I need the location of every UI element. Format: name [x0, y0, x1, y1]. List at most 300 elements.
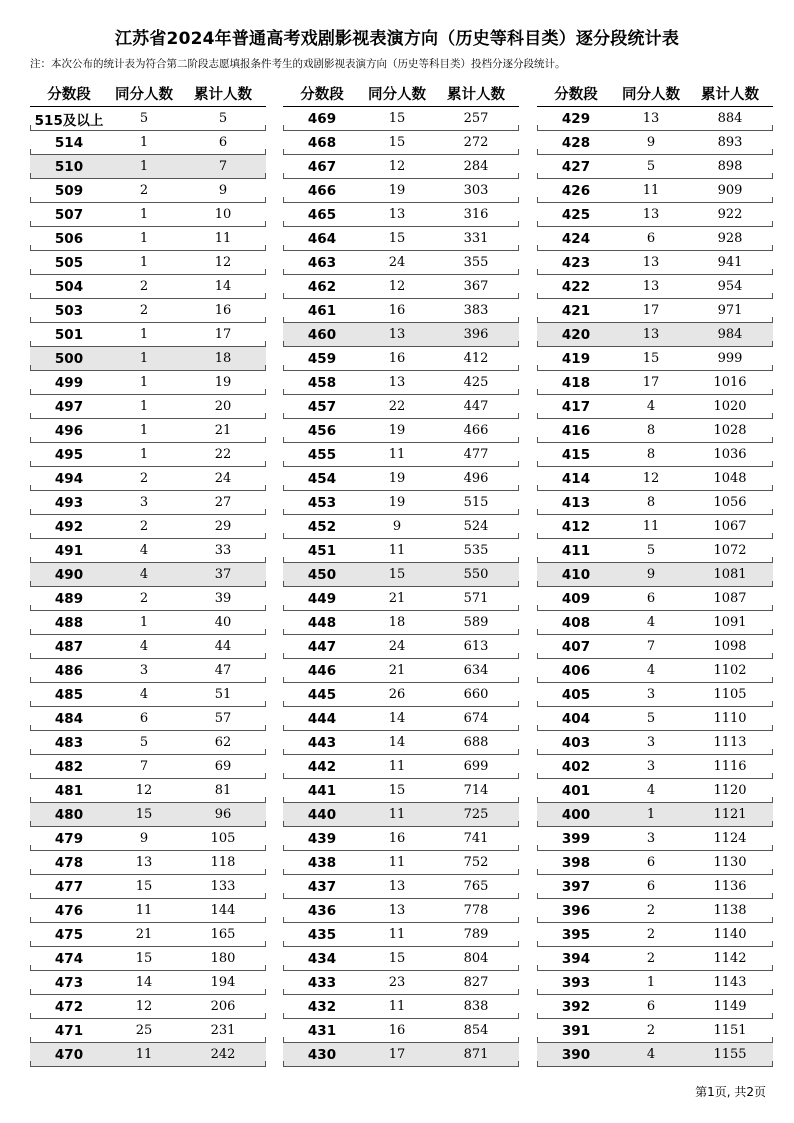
cell-cumulative: 231 [210, 1023, 236, 1038]
table-row [30, 107, 266, 131]
cell-score: 430 [307, 1046, 337, 1063]
cell-same-count: 13 [642, 279, 660, 294]
cell-cumulative: 118 [210, 855, 236, 870]
table-row [30, 515, 266, 539]
cell-same-count: 1 [139, 207, 149, 222]
cell-score: 448 [307, 614, 337, 631]
cell-score: 393 [561, 974, 591, 991]
cell-cumulative: 1113 [713, 735, 747, 750]
cell-score: 463 [307, 254, 337, 271]
table-row [30, 299, 266, 323]
cell-cumulative: 17 [214, 327, 232, 342]
table-row [537, 179, 773, 203]
cell-same-count: 17 [642, 303, 660, 318]
cell-cumulative: 827 [463, 975, 489, 990]
cell-same-count: 6 [646, 591, 656, 606]
cell-cumulative: 1138 [713, 903, 747, 918]
table-row [30, 275, 266, 299]
cell-same-count: 6 [646, 999, 656, 1014]
cell-same-count: 12 [135, 783, 153, 798]
cell-score: 476 [54, 902, 84, 919]
cell-cumulative: 44 [214, 639, 232, 654]
cell-cumulative: 27 [214, 495, 232, 510]
cell-same-count: 5 [139, 735, 149, 750]
cell-score: 432 [307, 998, 337, 1015]
table-row [283, 971, 519, 995]
cell-same-count: 11 [388, 855, 406, 870]
cell-cumulative: 838 [463, 999, 489, 1014]
cell-same-count: 4 [646, 663, 656, 678]
cell-score: 489 [54, 590, 84, 607]
cell-cumulative: 383 [463, 303, 489, 318]
cell-same-count: 4 [139, 567, 149, 582]
cell-score: 482 [54, 758, 84, 775]
table-row [30, 779, 266, 803]
table-row [283, 443, 519, 467]
cell-same-count: 21 [388, 663, 406, 678]
cell-same-count: 5 [646, 711, 656, 726]
cell-cumulative: 272 [463, 135, 489, 150]
cell-same-count: 11 [135, 1047, 153, 1062]
cell-same-count: 7 [139, 759, 149, 774]
cell-score: 409 [561, 590, 591, 607]
table-row [30, 899, 266, 923]
cell-same-count: 13 [388, 375, 406, 390]
cell-cumulative: 941 [717, 255, 743, 270]
cell-same-count: 12 [388, 159, 406, 174]
cell-same-count: 9 [646, 135, 656, 150]
cell-score: 480 [54, 806, 84, 823]
cell-score: 394 [561, 950, 591, 967]
cell-same-count: 11 [388, 927, 406, 942]
cell-score: 464 [307, 230, 337, 247]
header-score: 分数段 [300, 86, 344, 103]
table-row [30, 419, 266, 443]
cell-score: 455 [307, 446, 337, 463]
cell-score: 411 [561, 542, 591, 559]
table-row [30, 179, 266, 203]
cell-same-count: 15 [388, 951, 406, 966]
table-row [283, 947, 519, 971]
table-row [30, 203, 266, 227]
table-row [537, 539, 773, 563]
cell-cumulative: 37 [214, 567, 232, 582]
cell-cumulative: 1048 [713, 471, 747, 486]
cell-cumulative: 1072 [713, 543, 747, 558]
cell-score: 444 [307, 710, 337, 727]
cell-same-count: 15 [642, 351, 660, 366]
table-row [283, 1043, 519, 1067]
table-row [283, 563, 519, 587]
cell-score: 399 [561, 830, 591, 847]
cell-score: 400 [561, 806, 591, 823]
table-row [283, 371, 519, 395]
cell-score: 467 [307, 158, 337, 175]
cell-cumulative: 412 [463, 351, 489, 366]
cell-score: 440 [307, 806, 337, 823]
cell-same-count: 2 [139, 303, 149, 318]
cell-score: 403 [561, 734, 591, 751]
table-row [537, 779, 773, 803]
cell-same-count: 17 [388, 1047, 406, 1062]
cell-same-count: 4 [139, 687, 149, 702]
cell-cumulative: 898 [717, 159, 743, 174]
cell-same-count: 1 [139, 327, 149, 342]
cell-cumulative: 40 [214, 615, 232, 630]
table-row [537, 827, 773, 851]
cell-cumulative: 5 [218, 111, 228, 126]
cell-cumulative: 206 [210, 999, 236, 1014]
cell-score: 477 [54, 878, 84, 895]
table-row [283, 731, 519, 755]
cell-cumulative: 284 [463, 159, 489, 174]
cell-cumulative: 1155 [713, 1047, 747, 1062]
cell-cumulative: 62 [214, 735, 232, 750]
cell-cumulative: 355 [463, 255, 489, 270]
table-row [537, 323, 773, 347]
table-row [283, 539, 519, 563]
cell-cumulative: 778 [463, 903, 489, 918]
cell-score: 402 [561, 758, 591, 775]
cell-score: 423 [561, 254, 591, 271]
cell-score: 407 [561, 638, 591, 655]
cell-score: 398 [561, 854, 591, 871]
cell-same-count: 1 [139, 159, 149, 174]
cell-same-count: 19 [388, 183, 406, 198]
cell-score: 487 [54, 638, 84, 655]
page-title: 江苏省2024年普通高考戏剧影视表演方向（历史等科目类）逐分段统计表 [114, 29, 680, 49]
cell-cumulative: 496 [463, 471, 489, 486]
cell-cumulative: 1036 [713, 447, 747, 462]
cell-score: 406 [561, 662, 591, 679]
cell-same-count: 19 [388, 471, 406, 486]
table-row [30, 539, 266, 563]
cell-score: 495 [54, 446, 84, 463]
table-header [283, 80, 519, 107]
table-row [283, 659, 519, 683]
cell-cumulative: 884 [717, 111, 743, 126]
cell-score: 491 [54, 542, 84, 559]
table-row [537, 131, 773, 155]
table-row [537, 299, 773, 323]
table-row [537, 443, 773, 467]
cell-same-count: 8 [646, 447, 656, 462]
cell-same-count: 12 [135, 999, 153, 1014]
cell-cumulative: 1116 [713, 759, 747, 774]
table-row [537, 203, 773, 227]
cell-cumulative: 1151 [713, 1023, 747, 1038]
cell-score: 445 [307, 686, 337, 703]
cell-score: 505 [54, 254, 84, 271]
cell-score: 509 [54, 182, 84, 199]
cell-same-count: 1 [646, 975, 656, 990]
cell-same-count: 6 [646, 231, 656, 246]
cell-same-count: 16 [388, 303, 406, 318]
table-row [283, 851, 519, 875]
cell-cumulative: 1110 [713, 711, 747, 726]
cell-same-count: 16 [388, 831, 406, 846]
cell-cumulative: 789 [463, 927, 489, 942]
cell-score: 453 [307, 494, 337, 511]
cell-cumulative: 57 [214, 711, 232, 726]
cell-same-count: 14 [388, 735, 406, 750]
cell-cumulative: 257 [463, 111, 489, 126]
header-cumulative: 累计人数 [447, 86, 505, 103]
cell-cumulative: 22 [214, 447, 232, 462]
table-row [30, 587, 266, 611]
table-row [537, 395, 773, 419]
cell-score: 391 [561, 1022, 591, 1039]
cell-score: 413 [561, 494, 591, 511]
table-row [283, 995, 519, 1019]
cell-same-count: 13 [388, 207, 406, 222]
cell-cumulative: 634 [463, 663, 489, 678]
table-row [283, 635, 519, 659]
table-row [537, 851, 773, 875]
cell-cumulative: 1087 [713, 591, 747, 606]
cell-score: 396 [561, 902, 591, 919]
cell-same-count: 1 [139, 255, 149, 270]
cell-cumulative: 674 [463, 711, 489, 726]
table-row [283, 155, 519, 179]
cell-cumulative: 1143 [713, 975, 747, 990]
cell-same-count: 1 [139, 135, 149, 150]
cell-same-count: 24 [388, 255, 406, 270]
cell-score: 417 [561, 398, 591, 415]
cell-cumulative: 24 [214, 471, 232, 486]
cell-same-count: 4 [646, 615, 656, 630]
cell-score: 401 [561, 782, 591, 799]
cell-same-count: 5 [139, 111, 149, 126]
cell-score: 422 [561, 278, 591, 295]
table-row [30, 827, 266, 851]
table-row [283, 779, 519, 803]
cell-cumulative: 33 [214, 543, 232, 558]
cell-cumulative: 854 [463, 1023, 489, 1038]
cell-score: 426 [561, 182, 591, 199]
cell-same-count: 1 [139, 447, 149, 462]
table-row [283, 899, 519, 923]
cell-same-count: 13 [135, 855, 153, 870]
cell-score: 437 [307, 878, 337, 895]
cell-same-count: 15 [388, 567, 406, 582]
cell-same-count: 2 [139, 279, 149, 294]
cell-same-count: 21 [388, 591, 406, 606]
table-row [283, 227, 519, 251]
cell-score: 492 [54, 518, 84, 535]
table-row [283, 875, 519, 899]
cell-score: 452 [307, 518, 337, 535]
cell-score: 434 [307, 950, 337, 967]
cell-same-count: 4 [139, 543, 149, 558]
cell-score: 414 [561, 470, 591, 487]
cell-cumulative: 425 [463, 375, 489, 390]
cell-cumulative: 19 [214, 375, 232, 390]
cell-score: 514 [54, 134, 84, 151]
cell-cumulative: 9 [218, 183, 228, 198]
table-row [30, 635, 266, 659]
page-number: 第1页, 共2页 [695, 1085, 766, 1099]
table-row [537, 923, 773, 947]
cell-score: 507 [54, 206, 84, 223]
cell-same-count: 11 [388, 807, 406, 822]
header-same-count: 同分人数 [622, 86, 680, 103]
cell-same-count: 21 [135, 927, 153, 942]
table-row [537, 875, 773, 899]
cell-score: 494 [54, 470, 84, 487]
cell-same-count: 1 [139, 375, 149, 390]
table-row [30, 155, 266, 179]
table-row [537, 1019, 773, 1043]
table-row [283, 251, 519, 275]
cell-score: 501 [54, 326, 84, 343]
cell-same-count: 16 [388, 351, 406, 366]
cell-same-count: 3 [139, 663, 149, 678]
cell-score: 450 [307, 566, 337, 583]
cell-score: 486 [54, 662, 84, 679]
cell-same-count: 16 [388, 1023, 406, 1038]
cell-cumulative: 1020 [713, 399, 747, 414]
cell-cumulative: 928 [717, 231, 743, 246]
cell-cumulative: 752 [463, 855, 489, 870]
cell-same-count: 11 [135, 903, 153, 918]
cell-cumulative: 909 [717, 183, 743, 198]
cell-score: 472 [54, 998, 84, 1015]
cell-cumulative: 1098 [713, 639, 747, 654]
cell-score: 446 [307, 662, 337, 679]
cell-same-count: 13 [642, 207, 660, 222]
cell-same-count: 11 [642, 183, 660, 198]
header-score: 分数段 [47, 86, 91, 103]
cell-same-count: 13 [642, 111, 660, 126]
table-row [30, 227, 266, 251]
header-same-count: 同分人数 [368, 86, 426, 103]
cell-score: 441 [307, 782, 337, 799]
cell-score: 506 [54, 230, 84, 247]
cell-same-count: 3 [646, 831, 656, 846]
cell-score: 500 [54, 350, 84, 367]
cell-same-count: 5 [646, 543, 656, 558]
cell-cumulative: 725 [463, 807, 489, 822]
cell-score: 447 [307, 638, 337, 655]
cell-same-count: 13 [388, 327, 406, 342]
cell-score: 420 [561, 326, 591, 343]
cell-cumulative: 613 [463, 639, 489, 654]
header-cumulative: 累计人数 [701, 86, 759, 103]
cell-score: 416 [561, 422, 591, 439]
cell-score: 427 [561, 158, 591, 175]
table-row [283, 683, 519, 707]
table-row [283, 347, 519, 371]
table-row [537, 467, 773, 491]
cell-cumulative: 971 [717, 303, 743, 318]
cell-score: 469 [307, 110, 337, 127]
cell-cumulative: 765 [463, 879, 489, 894]
cell-cumulative: 466 [463, 423, 489, 438]
table-row [537, 611, 773, 635]
cell-cumulative: 660 [463, 687, 489, 702]
cell-score: 497 [54, 398, 84, 415]
table-column-3 [537, 80, 773, 1067]
cell-cumulative: 316 [463, 207, 489, 222]
cell-score: 460 [307, 326, 337, 343]
cell-cumulative: 1016 [713, 375, 747, 390]
cell-same-count: 1 [139, 399, 149, 414]
cell-score: 483 [54, 734, 84, 751]
table-row [30, 947, 266, 971]
cell-cumulative: 14 [214, 279, 232, 294]
cell-score: 459 [307, 350, 337, 367]
cell-cumulative: 242 [210, 1047, 236, 1062]
table-row [30, 443, 266, 467]
cell-cumulative: 1067 [713, 519, 747, 534]
cell-cumulative: 7 [218, 159, 228, 174]
cell-score: 457 [307, 398, 337, 415]
cell-score: 395 [561, 926, 591, 943]
cell-score: 484 [54, 710, 84, 727]
cell-cumulative: 81 [214, 783, 232, 798]
cell-score: 510 [54, 158, 84, 175]
cell-score: 408 [561, 614, 591, 631]
cell-score: 473 [54, 974, 84, 991]
cell-cumulative: 396 [463, 327, 489, 342]
table-row [537, 227, 773, 251]
cell-same-count: 23 [388, 975, 406, 990]
cell-cumulative: 144 [210, 903, 236, 918]
cell-score: 488 [54, 614, 84, 631]
table-row [30, 707, 266, 731]
table-row [30, 347, 266, 371]
table-header [537, 80, 773, 107]
table-row [30, 659, 266, 683]
cell-cumulative: 51 [214, 687, 232, 702]
table-row [537, 563, 773, 587]
table-row [283, 707, 519, 731]
cell-cumulative: 1142 [713, 951, 747, 966]
cell-same-count: 2 [646, 903, 656, 918]
cell-same-count: 17 [642, 375, 660, 390]
cell-score: 390 [561, 1046, 591, 1063]
cell-same-count: 11 [388, 999, 406, 1014]
cell-cumulative: 550 [463, 567, 489, 582]
table-row [283, 275, 519, 299]
cell-same-count: 4 [646, 783, 656, 798]
cell-cumulative: 1140 [713, 927, 747, 942]
cell-score: 410 [561, 566, 591, 583]
cell-same-count: 4 [139, 639, 149, 654]
table-row [283, 323, 519, 347]
cell-score: 418 [561, 374, 591, 391]
cell-score: 435 [307, 926, 337, 943]
cell-cumulative: 6 [218, 135, 228, 150]
cell-score: 468 [307, 134, 337, 151]
cell-same-count: 11 [642, 519, 660, 534]
cell-same-count: 3 [139, 495, 149, 510]
cell-cumulative: 105 [210, 831, 236, 846]
table-row [283, 107, 519, 131]
cell-cumulative: 1149 [713, 999, 747, 1014]
cell-score: 449 [307, 590, 337, 607]
table-row [30, 323, 266, 347]
cell-cumulative: 367 [463, 279, 489, 294]
table-row [30, 971, 266, 995]
cell-score: 461 [307, 302, 337, 319]
cell-cumulative: 133 [210, 879, 236, 894]
cell-cumulative: 29 [214, 519, 232, 534]
cell-score: 431 [307, 1022, 337, 1039]
table-row [283, 755, 519, 779]
cell-score: 504 [54, 278, 84, 295]
